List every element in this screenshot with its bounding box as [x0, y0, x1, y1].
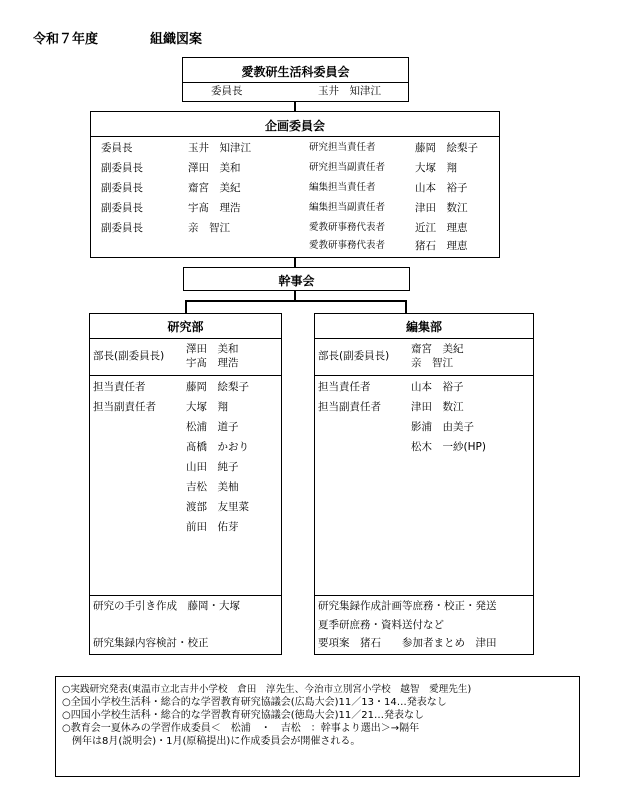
editing-member-name-4: 松木 一紗(HP) [411, 441, 486, 453]
note-line-4: ○教育会一夏休みの学習作成委員＜ 松浦 ・ 吉松 ：幹事より選出＞→隔年 [62, 723, 420, 734]
committee-chair-role: 委員長 [211, 85, 243, 97]
planning-right-name-5: 近江 理恵 [415, 222, 468, 234]
planning-left-name-2: 澤田 美和 [188, 162, 241, 174]
planning-left-role-1: 委員長 [101, 142, 133, 154]
editing-member-name-1: 山本 裕子 [411, 381, 464, 393]
committee-box [182, 57, 409, 102]
editing-member-name-3: 影浦 由美子 [411, 421, 474, 433]
editing-member-role-1: 担当責任者 [318, 381, 371, 393]
editing-task-3: 要項案 猪石 参加者まとめ 津田 [318, 637, 497, 649]
connector-committee-planning [294, 102, 296, 111]
research-head-name-1: 澤田 美和 [186, 343, 239, 355]
notes-box [55, 676, 580, 777]
editing-member-role-2: 担当副責任者 [318, 401, 381, 413]
connector-editing [405, 300, 407, 313]
editing-divider-3 [315, 595, 533, 596]
research-dept-box [89, 313, 282, 655]
research-member-name-8: 前田 佑芽 [186, 521, 239, 533]
planning-left-name-3: 齋宮 美紀 [188, 182, 241, 194]
planning-left-name-4: 宇髙 理浩 [188, 202, 241, 214]
editing-head-role: 部長(副委員長) [318, 350, 390, 362]
committee-chair-name: 玉井 知津江 [318, 85, 381, 97]
fiscal-year: 令和７年度 [33, 32, 99, 47]
planning-left-role-2: 副委員長 [101, 162, 143, 174]
page-title: 組織図案 [150, 32, 203, 47]
planning-right-role-6: 愛教研事務代表者 [309, 240, 386, 251]
planning-left-name-5: 亲 智江 [188, 222, 230, 234]
planning-right-role-5: 愛教研事務代表者 [309, 222, 386, 233]
editing-head-name-1: 齋宮 美紀 [411, 343, 464, 355]
research-member-role-2: 担当副責任者 [93, 401, 156, 413]
committee-title: 愛教研生活科委員会 [241, 65, 350, 79]
planning-committee-divider [91, 136, 499, 137]
editing-head-name-2: 亲 智江 [411, 357, 453, 369]
research-member-role-1: 担当責任者 [93, 381, 146, 393]
connector-planning-kanji [294, 258, 296, 267]
research-divider-2 [90, 375, 281, 376]
research-divider-1 [90, 338, 281, 339]
kanji-box [183, 267, 410, 291]
research-dept-title: 研究部 [167, 320, 204, 334]
planning-committee-box [90, 111, 500, 258]
planning-right-role-1: 研究担当責任者 [309, 142, 376, 153]
kanji-title: 幹事会 [278, 274, 315, 288]
editing-dept-title: 編集部 [405, 320, 442, 334]
editing-task-1: 研究集録作成計画等庶務・校正・発送 [318, 600, 497, 612]
planning-left-role-4: 副委員長 [101, 202, 143, 214]
research-member-name-3: 松浦 道子 [186, 421, 239, 433]
note-line-3: ○四国小学校生活科・総合的な学習教育研究協議会(徳島大会)11／21…発表なし [62, 710, 424, 721]
research-member-name-7: 渡部 友里菜 [186, 501, 249, 513]
research-task-2: 研究集録内容検討・校正 [93, 637, 209, 649]
planning-right-role-3: 編集担当責任者 [309, 182, 376, 193]
planning-right-name-1: 藤岡 絵梨子 [415, 142, 478, 154]
editing-divider-2 [315, 375, 533, 376]
editing-task-2: 夏季研庶務・資料送付など [318, 619, 444, 631]
planning-left-role-3: 副委員長 [101, 182, 143, 194]
planning-right-name-4: 津田 数江 [415, 202, 468, 214]
editing-member-name-2: 津田 数江 [411, 401, 464, 413]
connector-research [185, 300, 187, 313]
editing-divider-1 [315, 338, 533, 339]
planning-committee-title: 企画委員会 [264, 119, 325, 133]
note-line-5: 例年は8月(説明会)・1月(原稿提出)に作成委員会が開催される。 [62, 736, 361, 747]
editing-dept-box [314, 313, 534, 655]
research-divider-3 [90, 595, 281, 596]
research-member-name-4: 髙橋 かおり [186, 441, 249, 453]
planning-right-name-2: 大塚 翔 [415, 162, 457, 174]
planning-left-role-5: 副委員長 [101, 222, 143, 234]
research-member-name-2: 大塚 翔 [186, 401, 228, 413]
note-line-1: ○実践研究発表(東温市立北吉井小学校 倉田 淳先生、今治市立別宮小学校 越智 愛理先生) [62, 684, 472, 695]
planning-right-role-2: 研究担当副責任者 [309, 162, 386, 173]
research-member-name-6: 吉松 美柚 [186, 481, 239, 493]
research-head-name-2: 宇髙 理浩 [186, 357, 239, 369]
planning-left-name-1: 玉井 知津江 [188, 142, 251, 154]
committee-divider [183, 82, 408, 83]
planning-right-name-6: 猪石 理恵 [415, 240, 468, 252]
research-member-name-1: 藤岡 絵梨子 [186, 381, 249, 393]
planning-right-role-4: 編集担当副責任者 [309, 202, 386, 213]
connector-horizontal [185, 300, 406, 302]
research-head-role: 部長(副委員長) [93, 350, 165, 362]
planning-right-name-3: 山本 裕子 [415, 182, 468, 194]
research-member-name-5: 山田 純子 [186, 461, 239, 473]
note-line-2: ○全国小学校生活科・総合的な学習教育研究協議会(広島大会)11／13・14…発表なし [62, 697, 447, 708]
research-task-1: 研究の手引き作成 藤岡・大塚 [93, 600, 240, 612]
